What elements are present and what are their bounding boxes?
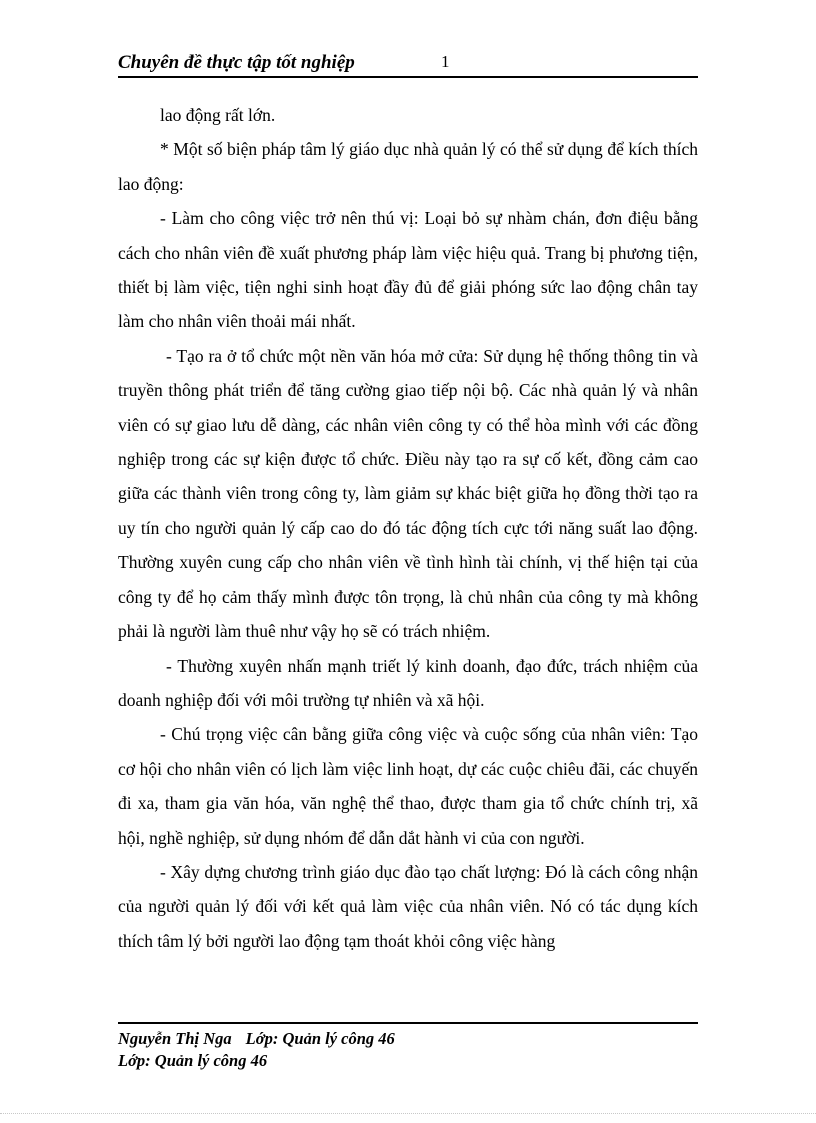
paragraph-training-program: - Xây dựng chương trình giáo dục đào tạo chất lượng: Đó là cách công nhận của người quản lý đối với kết quả làm việc của nhân viên. Nó có tác dụng kích thích tâm lý bởi người lao động tạm thoát khỏi công việc hàng [118,861,698,951]
paragraph-business-philosophy: - Thường xuyên nhấn mạnh triết lý kinh doanh, đạo đức, trách nhiệm của doanh nghiệp đối với môi trường tự nhiên và xã hội. [118,655,698,710]
page-footer [118,1028,698,1072]
footer-line-1 [118,1028,698,1050]
page-edge [0,1113,816,1114]
paragraph-open-culture: - Tạo ra ở tổ chức một nền văn hóa mở cửa: Sử dụng hệ thống thông tin và truyền thông phát triển để tăng cường giao tiếp nội bộ. Các nhà quản lý và nhân viên có sự giao lưu dễ dàng, các nhân viên công ty có thể hòa mình với các đồng nghiệp trong các sự kiện được tổ chức. Điều này tạo ra sự cố kết, đồng cảm cao giữa các thành viên trong công ty, làm giảm sự khác biệt giữa họ đồng thời tạo ra uy tín cho người quản lý cấp cao do đó tác động tích cực tới năng suất lao động. Thường xuyên cung cấp cho nhân viên về tình hình tài chính, vị thế hiện tại của công ty để họ cảm thấy mình được tôn trọng, là chủ nhân của công ty mà không phải là người làm thuê như vậy họ sẽ có trách nhiệm. [118,345,698,642]
paragraph-work-life-balance: - Chú trọng việc cân bằng giữa công việc và cuộc sống của nhân viên: Tạo cơ hội cho nhân viên có lịch làm việc linh hoạt, dự các cuộc chiêu đãi, các chuyến đi xa, tham gia văn hóa, văn nghệ thể thao, được tham gia tổ chức chính trị, xã hội, nghề nghiệp, sử dụng nhóm để dẫn dắt hành vi của con người. [118,724,698,848]
header-title: Chuyên đề thực tập tốt nghiệp [118,52,355,73]
footer-class-2: Lớp: Quản lý công 46 [118,1051,268,1070]
paragraph-intro: * Một số biện pháp tâm lý giáo dục nhà quản lý có thể sử dụng để kích thích lao động: [118,139,698,194]
page-number: 1 [441,52,450,71]
footer-class-1: Lớp: Quản lý công 46 [245,1029,395,1048]
footer-line-2 [118,1050,698,1072]
header-rule [118,76,698,78]
paragraph-interesting-work: - Làm cho công việc trở nên thú vị: Loại bỏ sự nhàm chán, đơn điệu bằng cách cho nhân viên đề xuất phương pháp làm việc hiệu quả. Trang bị phương tiện, thiết bị làm việc, tiện nghi sinh hoạt đầy đủ để giải phóng sức lao động chân tay làm cho nhân viên thoải mái nhất. [118,208,698,332]
body-text [118,98,698,958]
footer-author: Nguyễn Thị Nga [118,1029,232,1048]
paragraph-continuation: lao động rất lớn. [160,105,276,125]
footer-rule [118,1022,698,1024]
page-header [118,50,698,78]
